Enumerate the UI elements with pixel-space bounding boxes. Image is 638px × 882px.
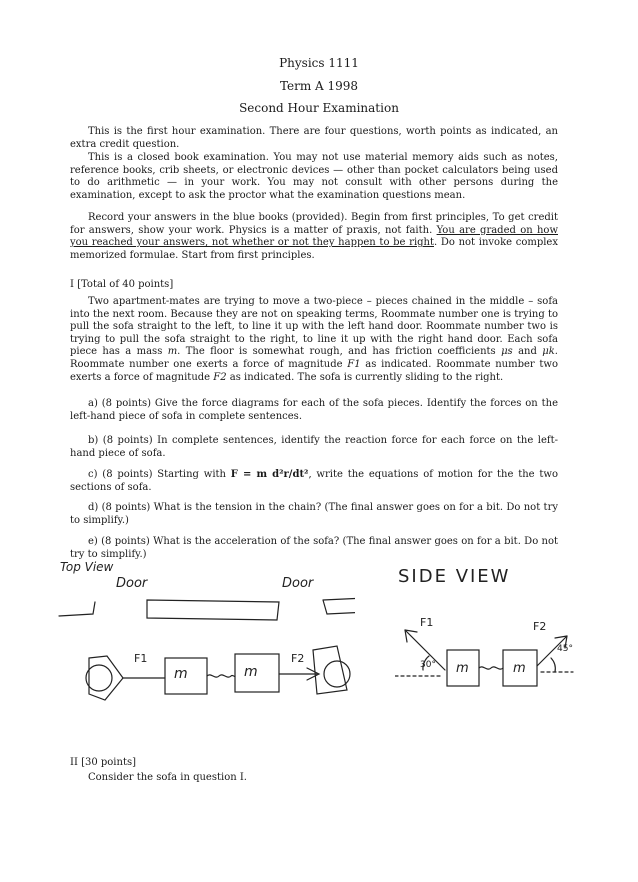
side-angle-30: 30° xyxy=(420,660,436,670)
top-view-label: Top View xyxy=(60,560,114,574)
intro-p3-end: . Do not invoke complex memorized formulae. Start from first principles. xyxy=(70,237,558,261)
question-1d: d) (8 points) What is the tension in the chain? (The final answer goes on for a bit. Do not try to simplify.) xyxy=(70,502,558,526)
question-2-heading: II [30 points] xyxy=(70,757,136,768)
q1-text-b: . The floor is somewhat rough, and has friction coefficients xyxy=(177,346,502,358)
roommate-1-hand xyxy=(89,656,123,700)
q1-mu-s: μs xyxy=(501,346,513,358)
top-view-diagram xyxy=(55,590,355,710)
q1-mass-symbol: m xyxy=(167,346,178,358)
q1c-text-b: , write the equations of motion for the the two sections of sofa. xyxy=(70,469,558,493)
q1c-text-a: c) (8 points) Starting with xyxy=(88,469,231,480)
q1-f1: F1 xyxy=(347,358,361,370)
chain xyxy=(207,675,235,677)
question-1e: e) (8 points) What is the acceleration of the sofa? (The final answer goes on for a bit. Do not try to simplify.) xyxy=(70,536,558,560)
intro-paragraph-3 xyxy=(70,212,558,262)
door-opening xyxy=(147,600,279,620)
term-title: Term A 1998 xyxy=(279,79,359,93)
door-left-label: Door xyxy=(116,576,148,591)
side-angle-45: 45° xyxy=(557,644,573,654)
intro-paragraph-2: This is a closed book examination. You may not use material memory aids such as notes, reference books, crib sheets, or electronic devices — other than pocket calculators being used to do arithmetic — in your work. You may not consult with other persons during the examination, except to ask the proctor what the examination questions mean. xyxy=(70,152,558,201)
right-wall xyxy=(323,598,355,614)
top-mass-left: m xyxy=(174,666,188,682)
angle-arc-45 xyxy=(551,658,555,672)
side-view-label: SIDE VIEW xyxy=(398,566,511,587)
q1-text-e: as indicated. The sofa is currently sliding to the right. xyxy=(226,371,504,383)
intro-p3-start: Record your answers in the blue books (provided). Begin from first principles, To get credit for answers, show your work. Physics is a matter of praxis, not faith. xyxy=(70,212,558,236)
question-1b: b) (8 points) In complete sentences, identify the reaction force for each force on the left-hand piece of sofa. xyxy=(70,435,558,459)
q1-f2: F2 xyxy=(213,371,227,383)
q1-text-c: . Roommate number one exerts a force of magnitude xyxy=(70,346,558,370)
roommate-1-circle xyxy=(86,665,112,691)
intro-p3-underlined: You are graded on how you reached your answers, not whether or not they happen to be right xyxy=(70,224,558,249)
exam-title: Second Hour Examination xyxy=(239,101,399,115)
side-f2-label: F2 xyxy=(533,620,547,633)
side-f1-label: F1 xyxy=(420,616,434,629)
q1-text-d: as indicated. Roommate number two exerts a force of magnitude xyxy=(70,358,558,383)
left-wall xyxy=(59,602,95,616)
question-2-text: Consider the sofa in question I. xyxy=(88,772,247,783)
top-f2-label: F2 xyxy=(291,652,305,665)
q1c-equation: F = m d²r/dt² xyxy=(230,469,309,480)
question-1-heading: I [Total of 40 points] xyxy=(70,279,174,290)
intro-paragraph-1: This is the first hour examination. There are four questions, worth points as indicated, an extra credit question. xyxy=(70,126,558,150)
door-right-label: Door xyxy=(282,576,314,591)
roommate-2-circle xyxy=(324,661,350,687)
question-1-text xyxy=(70,296,558,384)
top-mass-right: m xyxy=(244,664,258,680)
top-f1-label: F1 xyxy=(134,652,148,665)
course-title: Physics 1111 xyxy=(279,56,359,70)
question-1a: a) (8 points) Give the force diagrams for each of the sofa pieces. Identify the forces on the left-hand piece of sofa in complete sentences. xyxy=(70,398,558,422)
side-mass-right: m xyxy=(513,661,526,676)
roommate-2-hand xyxy=(313,646,347,694)
q1-mu-k: μk xyxy=(542,346,555,358)
side-chain xyxy=(479,667,503,669)
q1-text-a: Two apartment-mates are trying to move a two-piece – pieces chained in the middle – sofa into the next room. Because they are not on speaking terms, Roommate number one is trying to pull the sofa straight to the left, to line it up with the left hand door. Roommate number two is trying to pull the sofa straight to the right, to line it up with the right hand door. Each sofa piece has a mass xyxy=(70,296,558,358)
q1-and: and xyxy=(512,346,543,358)
side-mass-left: m xyxy=(456,661,469,676)
question-1c xyxy=(70,469,558,494)
